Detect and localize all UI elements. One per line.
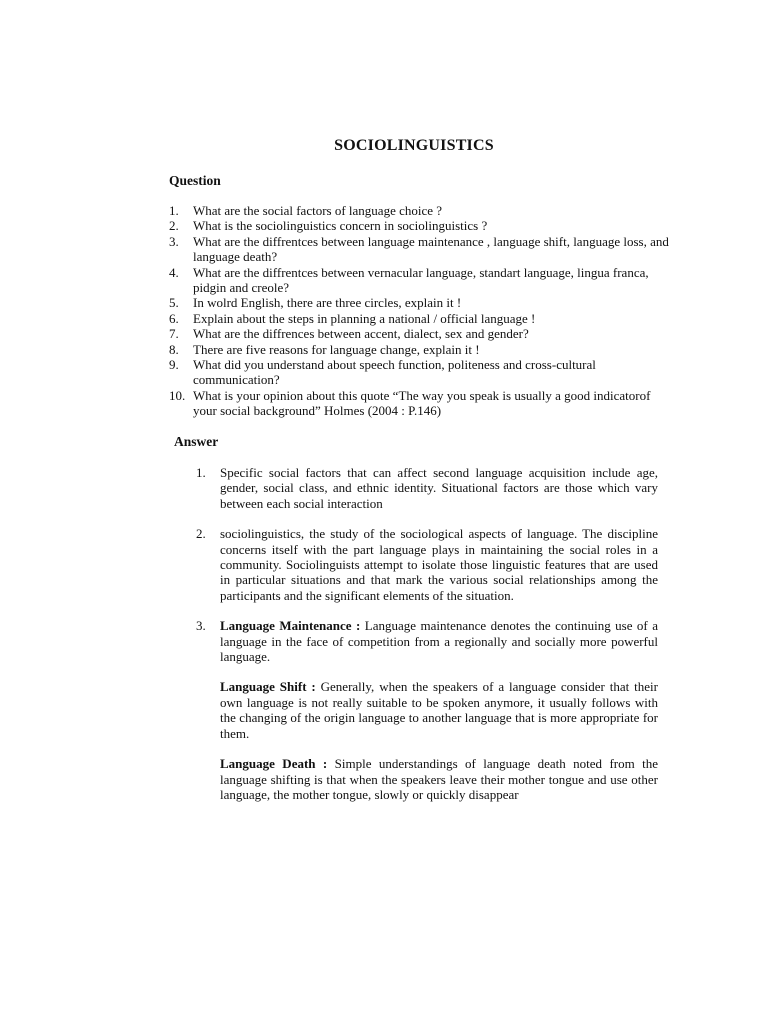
question-item [169, 265, 669, 296]
question-item [169, 326, 669, 341]
question-text: What are the diffrences between accent, dialect, sex and gender? [193, 326, 529, 342]
answer-heading: Answer [174, 434, 219, 449]
language-maintenance-term: Language Maintenance : [220, 618, 361, 634]
answer-body [220, 618, 658, 802]
answer-paragraph: sociolinguistics, the study of the sociological aspects of language. The discipline concerns itself with the part language plays in maintaining the social roles in a community. Sociolinguists attempt to isolate those linguistic features that are used in particular situations and that mark the various social relationships among the participants and the significant elements of the situation. [220, 526, 658, 603]
answer-list [196, 465, 658, 817]
question-text: In wolrd English, there are three circles, explain it ! [193, 295, 462, 311]
question-text: What are the diffrentces between language maintenance , language shift, language loss, and language death? [193, 233, 669, 265]
question-item [169, 311, 669, 326]
answer-body [220, 465, 658, 511]
language-shift-text: Generally, when the speakers of a language consider that their own language is not really suitable to be spoken anymore, it usually follows with the changing of the origin language to another language that is more appropriate for them. [220, 679, 658, 741]
question-number: 5. [169, 295, 179, 311]
question-number: 4. [169, 264, 179, 280]
question-number: 1. [169, 203, 179, 218]
language-shift-paragraph [220, 679, 658, 741]
question-item [169, 203, 669, 218]
question-item [169, 342, 669, 357]
question-number: 10. [169, 387, 186, 403]
question-text: What did you understand about speech function, politeness and cross-cultural communication? [193, 357, 596, 388]
language-maintenance-paragraph [220, 618, 658, 664]
answer-item [196, 618, 658, 802]
question-number: 2. [169, 218, 179, 234]
question-number: 8. [169, 341, 179, 357]
question-number: 7. [169, 326, 179, 342]
question-item [169, 388, 669, 419]
language-death-text: Simple understandings of language death noted from the language shifting is that when the speakers leave their mother tongue and use other language, the mother tongue, slowly or quickly disappear [220, 756, 658, 802]
answer-number: 2. [196, 526, 206, 542]
language-death-paragraph [220, 756, 658, 802]
question-number: 9. [169, 357, 179, 373]
answer-item [196, 465, 658, 511]
question-item [169, 234, 669, 265]
answer-paragraph: Specific social factors that can affect second language acquisition include age, gender, social class, and ethnic identity. Situational factors are those which vary between each social interaction [220, 465, 658, 511]
question-list [169, 203, 669, 419]
question-text: Explain about the steps in planning a national / official language ! [193, 310, 536, 326]
question-text: There are five reasons for language change, explain it ! [193, 341, 480, 357]
question-text: What are the social factors of language choice ? [193, 203, 443, 218]
question-item [169, 218, 669, 233]
page-title: SOCIOLINGUISTICS [334, 137, 494, 154]
question-number: 3. [169, 233, 179, 249]
question-text: What are the diffrentces between vernacular language, standart language, lingua franca, pidgin and creole? [193, 264, 649, 296]
language-death-term: Language Death : [220, 756, 328, 772]
answer-item [196, 526, 658, 603]
question-number: 6. [169, 310, 179, 326]
question-text: What is the sociolinguistics concern in sociolinguistics ? [193, 218, 488, 234]
language-shift-term: Language Shift : [220, 679, 316, 695]
question-heading: Question [169, 173, 221, 188]
question-item [169, 295, 669, 310]
answer-number: 3. [196, 618, 206, 634]
question-item [169, 357, 669, 388]
answer-number: 1. [196, 465, 206, 480]
language-maintenance-text: Language maintenance denotes the continuing use of a language in the face of competition from a regionally and socially more powerful language. [220, 618, 658, 665]
question-text: What is your opinion about this quote “The way you speak is usually a good indicatorof your social background” Holmes (2004 : P.146) [193, 387, 651, 419]
answer-body [220, 526, 658, 603]
